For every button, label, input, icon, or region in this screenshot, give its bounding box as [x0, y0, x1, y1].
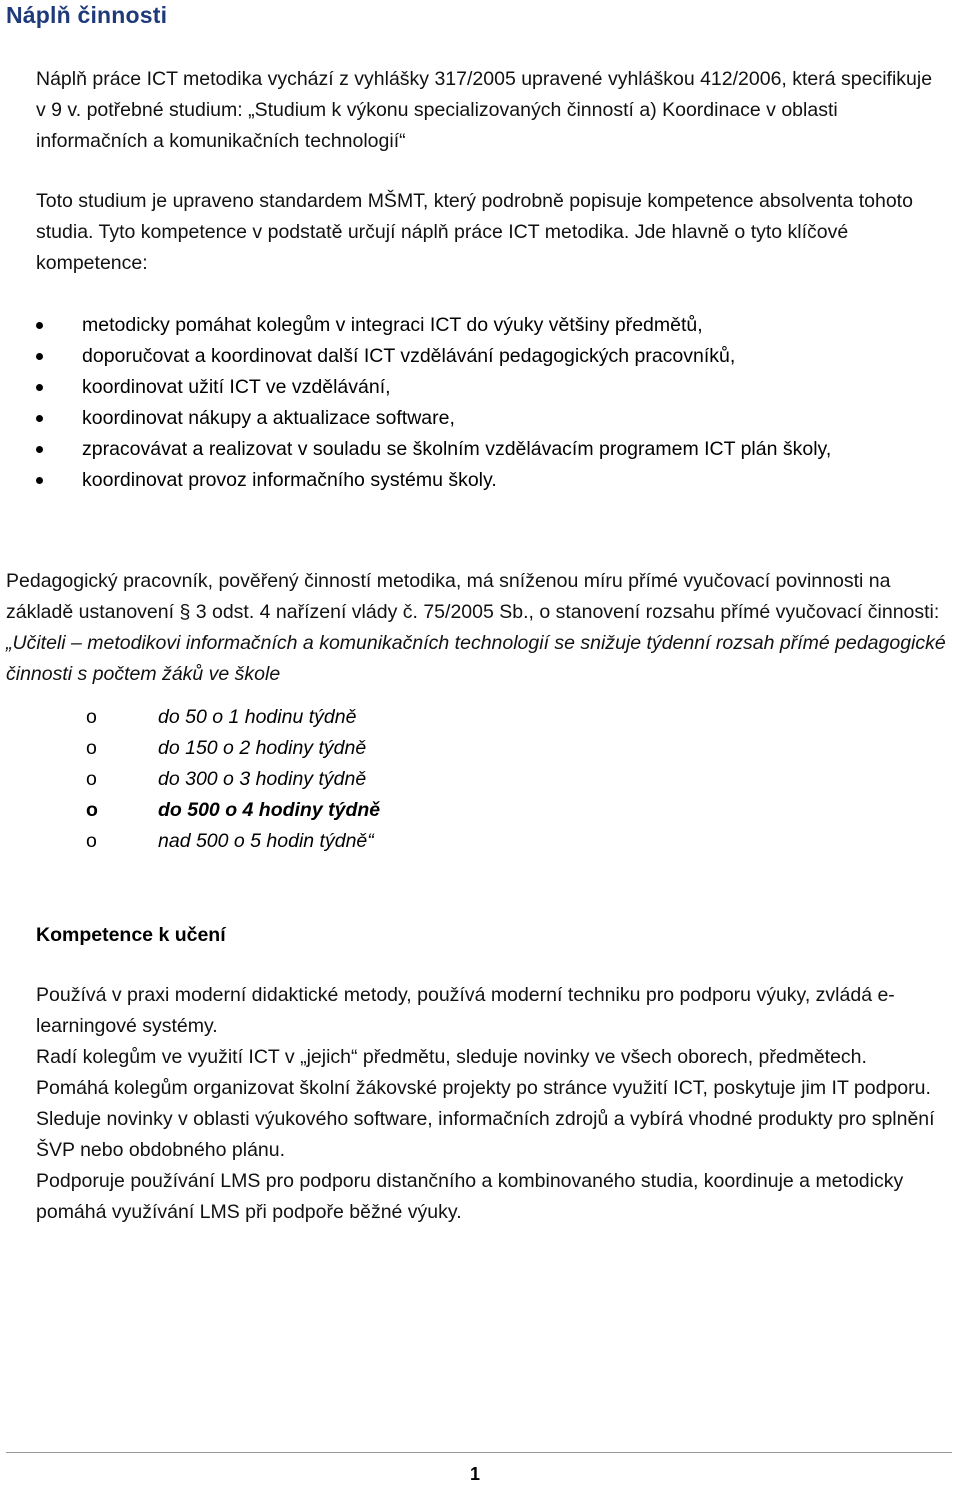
competence-list [36, 310, 916, 496]
circle-bullet-icon: o [86, 768, 97, 790]
page-title: Náplň činnosti [6, 2, 168, 28]
competence-line: Sleduje novinky v oblasti výukového software, informačních zdrojů a vybírá vhodné produkty pro splnění ŠVP nebo obdobného plánu. [36, 1108, 935, 1161]
regulation-lead: Pedagogický pracovník, pověřený činností metodika, má sníženou míru přímé vyučovací povinnosti na základě ustanovení § 3 odst. 4 nařízení vlády č. 75/2005 Sb., o stanovení rozsahu přímé vyučovací činnosti: [6, 570, 940, 623]
bullet-icon [36, 415, 43, 422]
regulation-quote: „Učiteli – metodikovi informačních a komunikačních technologií se snižuje týdenní rozsah přímé pedagogické činnosti s počtem žáků ve škole [6, 632, 946, 685]
competence-paragraph [36, 980, 936, 1228]
list-item: koordinovat užití ICT ve vzdělávání, [36, 372, 916, 403]
competence-line: Používá v praxi moderní didaktické metody, používá moderní techniku pro podporu výuky, zvládá e-learningové systémy. [36, 984, 895, 1037]
list-item: o nad 500 o 5 hodin týdně“ [86, 826, 380, 857]
section-heading: Kompetence k učení [36, 924, 226, 946]
list-item: koordinovat provoz informačního systému školy. [36, 465, 916, 496]
standard-paragraph: Toto studium je upraveno standardem MŠMT, který podrobně popisuje kompetence absolventa tohoto studia. Tyto kompetence v podstatě určují náplň práce ICT metodika. Jde hlavně o tyto klíčové kompetence: [36, 190, 913, 274]
circle-bullet-icon: o [86, 706, 97, 728]
list-item: o do 300 o 3 hodiny týdně [86, 764, 380, 795]
bullet-icon [36, 384, 43, 391]
competence-line: Podporuje používání LMS pro podporu distančního a kombinovaného studia, koordinuje a metodicky pomáhá využívání LMS při podpoře běžné výuky. [36, 1170, 904, 1223]
competence-line: Pomáhá kolegům organizovat školní žákovské projekty po stránce využití ICT, poskytuje jim IT podporu. [36, 1077, 931, 1099]
bullet-icon [36, 322, 43, 329]
list-item: metodicky pomáhat kolegům v integraci ICT do výuky většiny předmětů, [36, 310, 916, 341]
list-item: o do 150 o 2 hodiny týdně [86, 733, 380, 764]
list-item: o do 50 o 1 hodinu týdně [86, 702, 380, 733]
bullet-icon [36, 477, 43, 484]
footer-divider [6, 1452, 952, 1453]
list-item: zpracovávat a realizovat v souladu se školním vzdělávacím programem ICT plán školy, [36, 434, 916, 465]
reduction-list [86, 702, 380, 857]
circle-bullet-icon: o [86, 737, 97, 759]
list-item: koordinovat nákupy a aktualizace software, [36, 403, 916, 434]
list-item: o do 500 o 4 hodiny týdně [86, 795, 380, 826]
bullet-icon [36, 446, 43, 453]
page-number: 1 [470, 1464, 481, 1484]
bullet-icon [36, 353, 43, 360]
circle-bullet-icon: o [86, 830, 97, 852]
intro-paragraph: Náplň práce ICT metodika vychází z vyhlášky 317/2005 upravené vyhláškou 412/2006, která specifikuje v 9 v. potřebné studium: „Studium k výkonu specializovaných činností a) Koordinace v oblasti informačních a komunikačních technologií“ [36, 68, 933, 152]
list-item: doporučovat a koordinovat další ICT vzdělávání pedagogických pracovníků, [36, 341, 916, 372]
circle-bullet-icon: o [86, 799, 98, 821]
regulation-paragraph [6, 566, 946, 690]
competence-line: Radí kolegům ve využití ICT v „jejich“ předmětu, sleduje novinky ve všech oborech, předmětech. [36, 1046, 867, 1068]
